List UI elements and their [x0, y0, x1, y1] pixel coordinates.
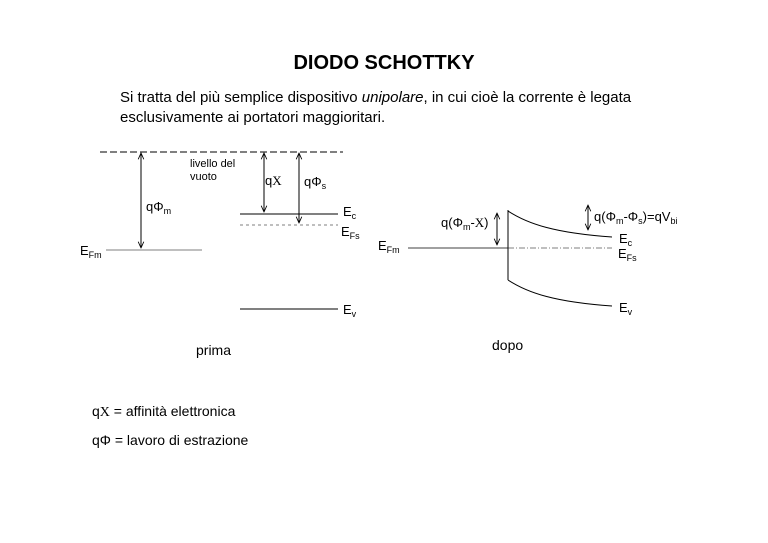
intro-text-1: Si tratta del più semplice dispositivo — [120, 89, 362, 106]
label-e-fs-after: $E_{Fs}$ — [618, 246, 637, 263]
label-q-phi-s: $q\Phi_s$ — [304, 174, 327, 191]
label-q-chi: qX — [265, 173, 282, 188]
legend-work-function: qΦ = lavoro di estrazione — [92, 432, 249, 448]
label-schottky-barrier: $q(\Phi_m-X)$ — [441, 215, 489, 232]
diagram-after — [378, 205, 678, 353]
label-e-fs-before: $E_{Fs}$ — [341, 224, 360, 241]
valence-band-after — [508, 280, 612, 306]
label-e-fm-before: $E_{Fm}$ — [80, 243, 102, 260]
caption-after: dopo — [492, 337, 524, 353]
label-e-fm-after: $E_{Fm}$ — [378, 238, 400, 255]
label-e-c-after: $E_c$ — [619, 231, 633, 248]
label-built-in-voltage: $q(\Phi_m-\Phi_s)=qV_{bi}$ — [594, 209, 678, 226]
label-q-phi-m: $q\Phi_m$ — [146, 199, 172, 216]
label-e-v-after: $E_v$ — [619, 300, 633, 317]
intro-text-2: , in cui cioè la corrente è legata esclusivamente ai portatori maggioritari. — [120, 89, 632, 126]
page-title: DIODO SCHOTTKY — [293, 52, 475, 74]
label-e-c-before: $E_c$ — [343, 204, 357, 221]
label-e-v-before: $E_v$ — [343, 302, 357, 319]
legend-electron-affinity: qX = affinità elettronica — [92, 403, 236, 420]
vacuum-level-label-1: livello del — [190, 158, 236, 170]
diagram-before — [80, 152, 360, 358]
intro-emphasis: unipolare — [361, 89, 424, 106]
caption-before: prima — [196, 342, 232, 358]
vacuum-level-label-2: vuoto — [190, 171, 217, 183]
